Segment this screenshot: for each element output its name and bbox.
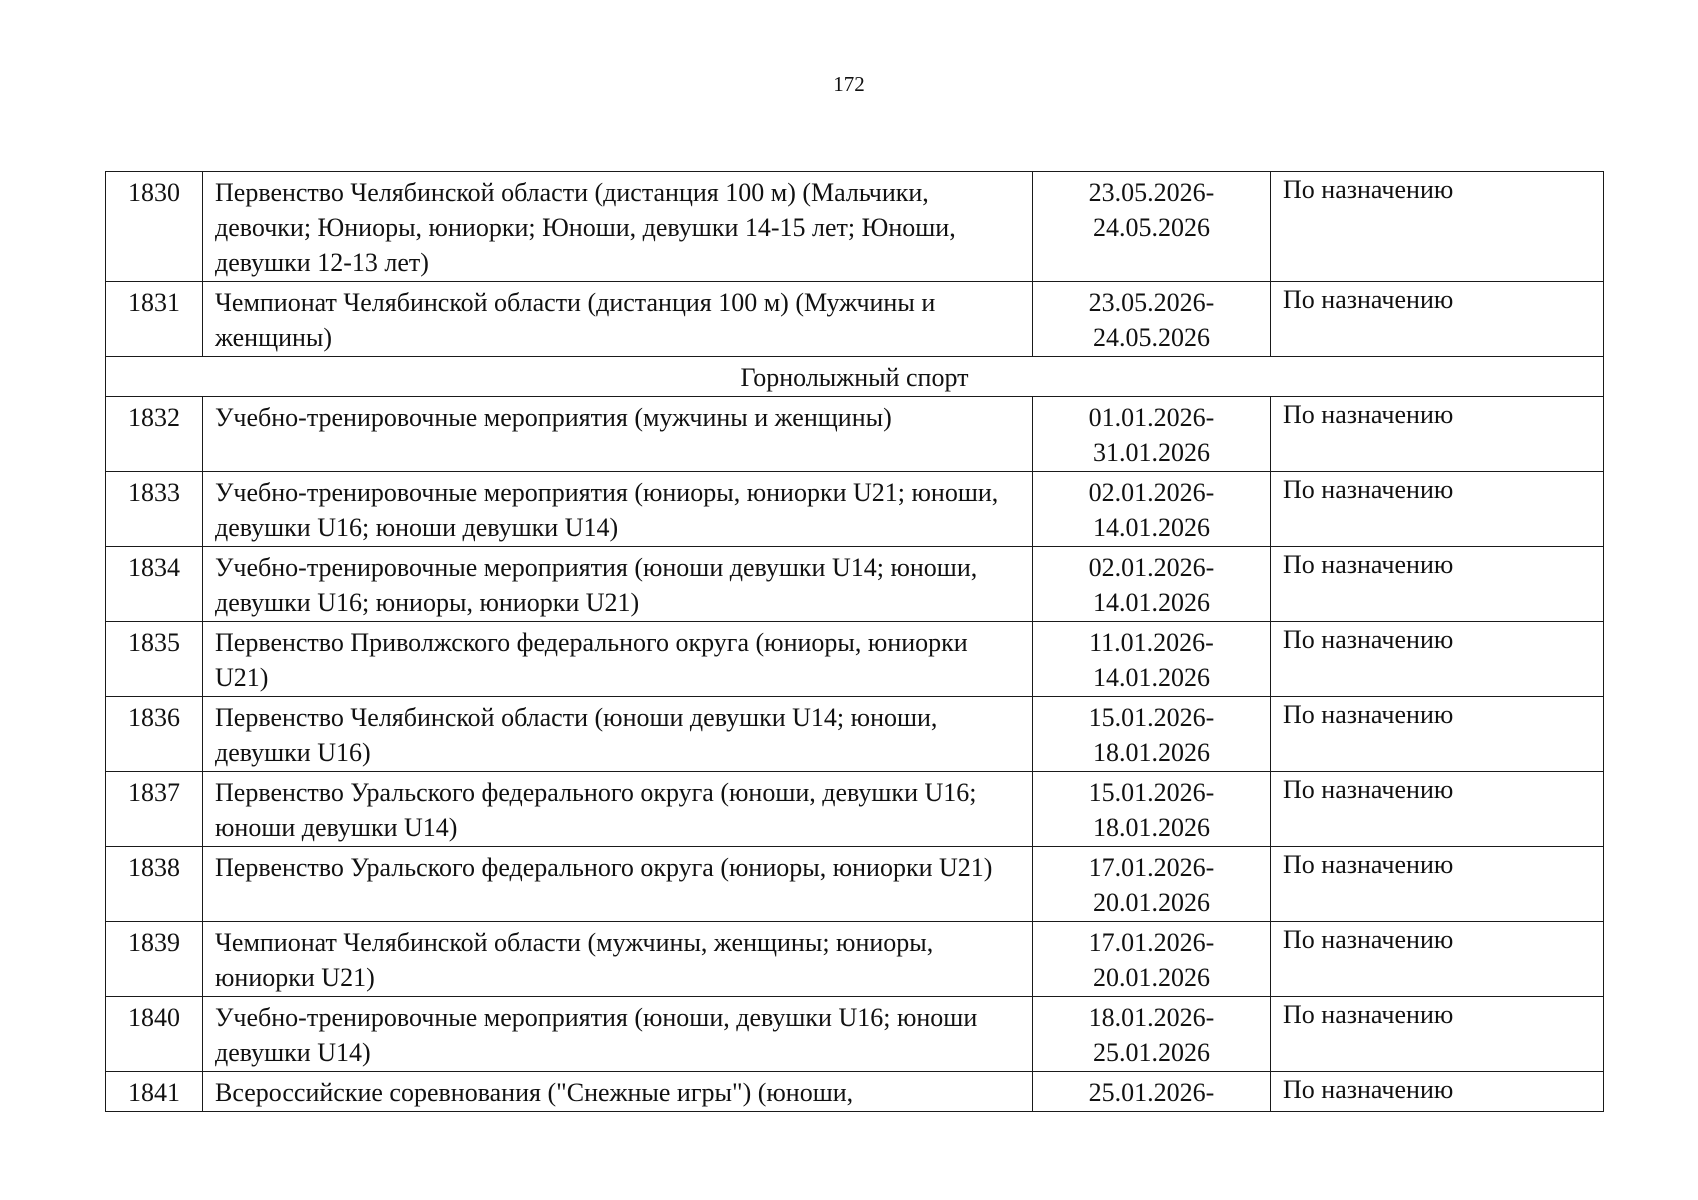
event-dates [1033, 1072, 1271, 1112]
date-start: 02.01.2026- [1088, 553, 1215, 582]
date-end: 20.01.2026 [1093, 888, 1210, 917]
event-dates [1033, 772, 1271, 847]
event-number: 1836 [106, 697, 203, 772]
event-number: 1833 [106, 472, 203, 547]
event-dates [1033, 472, 1271, 547]
event-responsible: По назначению [1271, 772, 1604, 847]
event-responsible: По назначению [1271, 397, 1604, 472]
table-row [106, 397, 1604, 472]
event-name: Учебно-тренировочные мероприятия (юноши девушки U14; юноши, девушки U16; юниоры, юниорки U21) [203, 547, 1033, 622]
date-end: 14.01.2026 [1093, 513, 1210, 542]
event-responsible: По назначению [1271, 622, 1604, 697]
event-number: 1831 [106, 282, 203, 357]
event-responsible: По назначению [1271, 1072, 1604, 1112]
event-responsible: По назначению [1271, 997, 1604, 1072]
date-end: 18.01.2026 [1093, 813, 1210, 842]
events-table-body [106, 172, 1604, 1112]
event-name: Учебно-тренировочные мероприятия (мужчины и женщины) [203, 397, 1033, 472]
event-number: 1830 [106, 172, 203, 282]
table-row [106, 697, 1604, 772]
event-responsible: По назначению [1271, 472, 1604, 547]
table-row [106, 847, 1604, 922]
event-dates [1033, 282, 1271, 357]
event-name: Первенство Челябинской области (юноши девушки U14; юноши, девушки U16) [203, 697, 1033, 772]
date-start: 18.01.2026- [1088, 1003, 1215, 1032]
event-name: Учебно-тренировочные мероприятия (юноши, девушки U16; юноши девушки U14) [203, 997, 1033, 1072]
date-start: 15.01.2026- [1088, 703, 1215, 732]
event-number: 1840 [106, 997, 203, 1072]
table-row [106, 547, 1604, 622]
events-table [105, 171, 1604, 1112]
event-name: Первенство Уральского федерального округа (юноши, девушки U16; юноши девушки U14) [203, 772, 1033, 847]
date-end: 31.01.2026 [1093, 438, 1210, 467]
section-row [106, 357, 1604, 397]
date-start: 17.01.2026- [1088, 853, 1215, 882]
date-end: 20.01.2026 [1093, 963, 1210, 992]
event-dates [1033, 622, 1271, 697]
event-number: 1839 [106, 922, 203, 997]
event-number: 1841 [106, 1072, 203, 1112]
date-end: 14.01.2026 [1093, 588, 1210, 617]
date-start: 02.01.2026- [1088, 478, 1215, 507]
event-dates [1033, 172, 1271, 282]
table-row [106, 172, 1604, 282]
event-dates [1033, 547, 1271, 622]
date-end: 25.01.2026 [1093, 1038, 1210, 1067]
table-row [106, 472, 1604, 547]
table-row [106, 922, 1604, 997]
date-start: 15.01.2026- [1088, 778, 1215, 807]
page-number: 172 [833, 72, 865, 96]
event-responsible: По назначению [1271, 547, 1604, 622]
event-name: Первенство Уральского федерального округа (юниоры, юниорки U21) [203, 847, 1033, 922]
event-name: Чемпионат Челябинской области (дистанция 100 м) (Мужчины и женщины) [203, 282, 1033, 357]
date-end: 24.05.2026 [1093, 213, 1210, 242]
table-row [106, 997, 1604, 1072]
date-end: 14.01.2026 [1093, 663, 1210, 692]
section-title: Горнолыжный спорт [106, 357, 1604, 397]
event-name: Всероссийские соревнования ("Снежные игры") (юноши, [203, 1072, 1033, 1112]
event-responsible: По назначению [1271, 172, 1604, 282]
date-start: 25.01.2026- [1088, 1078, 1215, 1107]
event-number: 1837 [106, 772, 203, 847]
event-dates [1033, 697, 1271, 772]
date-end: 24.05.2026 [1093, 323, 1210, 352]
table-row [106, 1072, 1604, 1112]
event-name: Чемпионат Челябинской области (мужчины, женщины; юниоры, юниорки U21) [203, 922, 1033, 997]
event-number: 1838 [106, 847, 203, 922]
event-responsible: По назначению [1271, 847, 1604, 922]
date-start: 23.05.2026- [1088, 178, 1215, 207]
event-dates [1033, 997, 1271, 1072]
event-number: 1832 [106, 397, 203, 472]
event-responsible: По назначению [1271, 697, 1604, 772]
date-end: 18.01.2026 [1093, 738, 1210, 767]
event-name: Первенство Приволжского федерального округа (юниоры, юниорки U21) [203, 622, 1033, 697]
date-start: 23.05.2026- [1088, 288, 1215, 317]
event-number: 1835 [106, 622, 203, 697]
table-row [106, 622, 1604, 697]
table-row [106, 772, 1604, 847]
event-number: 1834 [106, 547, 203, 622]
date-start: 17.01.2026- [1088, 928, 1215, 957]
event-responsible: По назначению [1271, 282, 1604, 357]
event-dates [1033, 397, 1271, 472]
event-name: Первенство Челябинской области (дистанция 100 м) (Мальчики, девочки; Юниоры, юниорки; Юноши, девушки 14-15 лет; Юноши, девушки 12-13 лет) [203, 172, 1033, 282]
event-responsible: По назначению [1271, 922, 1604, 997]
table-row [106, 282, 1604, 357]
date-start: 11.01.2026- [1089, 628, 1214, 657]
event-dates [1033, 847, 1271, 922]
event-dates [1033, 922, 1271, 997]
event-name: Учебно-тренировочные мероприятия (юниоры, юниорки U21; юноши, девушки U16; юноши девушки U14) [203, 472, 1033, 547]
date-start: 01.01.2026- [1088, 403, 1215, 432]
